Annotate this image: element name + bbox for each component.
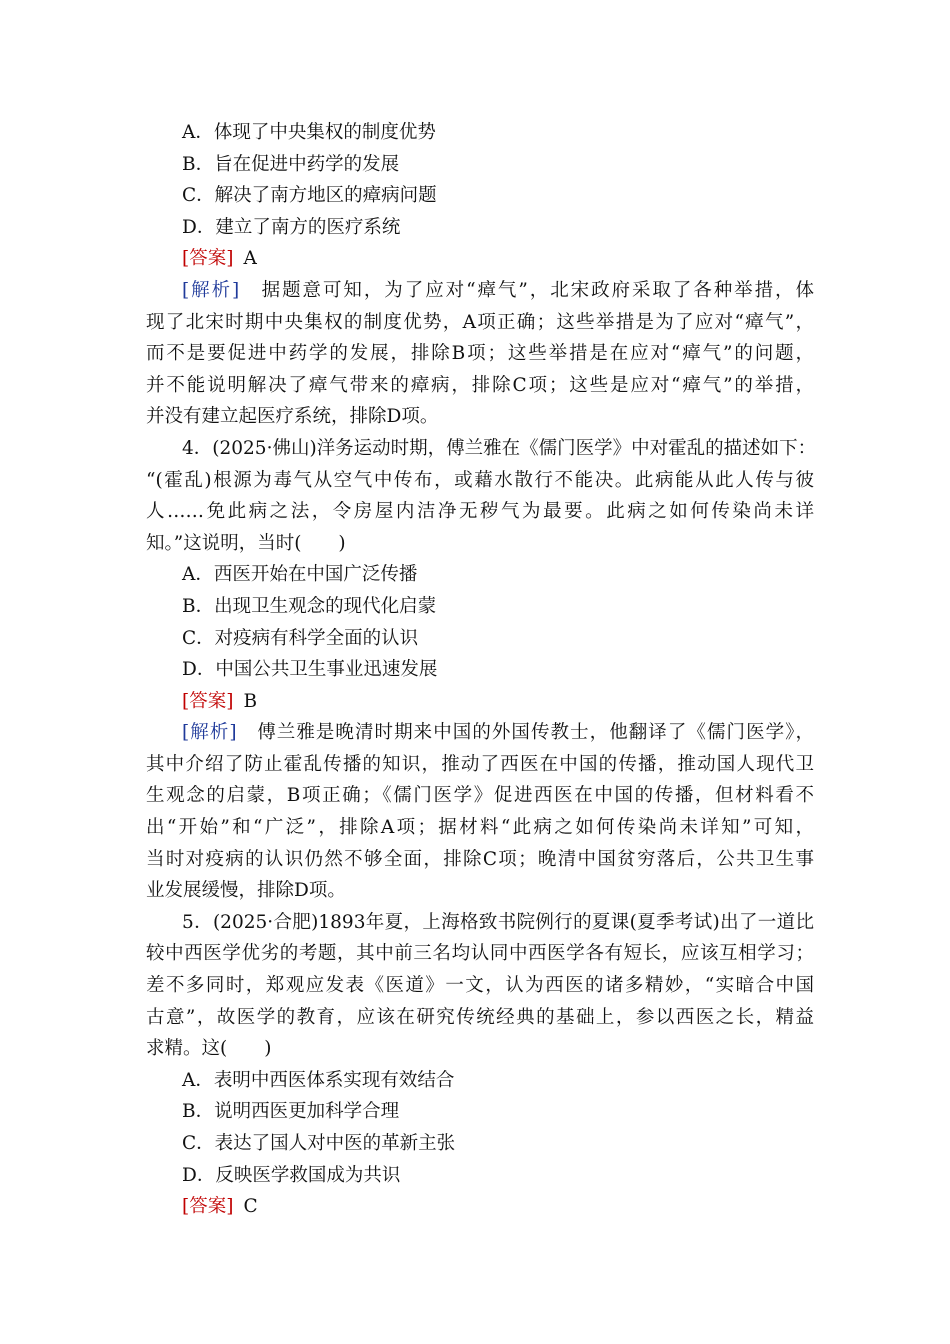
q3-analysis-line-4: 并不能说明解决了瘴气带来的瘴病，排除C项；这些是应对“瘴气”的举措， xyxy=(146,374,814,396)
q4-analysis-text-1: 傅兰雅是晚清时期来中国的外国传教士，他翻译了《儒门医学》， xyxy=(257,722,814,744)
q5-stem-line-1: 5．(2025·合肥)1893年夏，上海格致书院例行的夏课(夏季考试)出了一道比 xyxy=(182,911,814,933)
q3-analysis-line-5: 并没有建立起医疗系统，排除D项。 xyxy=(146,406,439,428)
q3-option-c: C．解决了南方地区的瘴病问题 xyxy=(182,185,437,207)
q4-answer-line xyxy=(146,686,814,718)
q5-answer: C xyxy=(243,1196,258,1218)
q5-stem-line-3: 差不多同时，郑观应发表《医道》一文，认为西医的诸多精妙，“实暗合中国 xyxy=(146,975,814,997)
q3-option-d: D．建立了南方的医疗系统 xyxy=(182,216,401,238)
q3-analysis-text-1: 据题意可知，为了应对“瘴气”，北宋政府采取了各种举措，体 xyxy=(261,279,814,301)
q4-analysis-line-4: 出“开始”和“广泛”，排除A项；据材料“此病之如何传染尚未详知”可知， xyxy=(146,817,814,839)
q5-option-b: B．说明西医更加科学合理 xyxy=(182,1101,400,1123)
q5-stem-line-2: 较中西医学优劣的考题，其中前三名均认同中西医学各有短长，应该互相学习； xyxy=(146,943,814,965)
q3-option-a: A．体现了中央集权的制度优势 xyxy=(182,122,436,143)
q3-analysis-line-3: 而不是要促进中药学的发展，排除B项；这些举措是在应对“瘴气”的问题， xyxy=(146,343,814,365)
q4-answer: B xyxy=(243,690,258,712)
q4-analysis-line-1 xyxy=(146,717,814,749)
q4-analysis-line-5: 当时对疫病的认识仍然不够全面，排除C项；晚清中国贫穷落后，公共卫生事 xyxy=(146,848,814,870)
q3-analysis-line-1 xyxy=(146,275,814,307)
q4-analysis-line-2: 其中介绍了防止霍乱传播的知识，推动了西医在中国的传播，推动国人现代卫 xyxy=(146,753,814,775)
q3-analysis-line-2: 现了北宋时期中央集权的制度优势，A项正确；这些举措是为了应对“瘴气”， xyxy=(146,311,814,333)
q4-option-c: C．对疫病有科学全面的认识 xyxy=(182,627,419,649)
q3-analysis-tag: [解析] xyxy=(182,279,240,301)
q5-answer-tag: [答案] xyxy=(182,1196,234,1218)
q5-option-c: C．表达了国人对中医的革新主张 xyxy=(182,1133,456,1154)
q5-stem-line-4: 古意”，故医学的教育，应该在研究传统经典的基础上，参以西医之长，精益 xyxy=(146,1006,814,1028)
q4-analysis-line-3: 生观念的启蒙，B项正确；《儒门医学》促进西医在中国的传播，但材料看不 xyxy=(146,785,814,807)
q3-answer-tag: [答案] xyxy=(182,248,234,270)
q3-option-b: B．旨在促进中药学的发展 xyxy=(182,153,400,175)
q4-stem-line-2: “(霍乱)根源为毒气从空气中传布，或藉水散行不能决。此病能从此人传与彼 xyxy=(146,469,814,491)
q4-stem-line-4: 知。”这说明，当时( ) xyxy=(146,532,346,554)
q4-analysis-line-6: 业发展缓慢，排除D项。 xyxy=(146,880,346,902)
q3-answer-line xyxy=(146,243,814,275)
q5-answer-line xyxy=(146,1191,814,1223)
q3-answer: A xyxy=(243,248,257,270)
q4-option-b: B．出现卫生观念的现代化启蒙 xyxy=(182,595,437,617)
q5-stem-line-5: 求精。这( ) xyxy=(146,1038,272,1060)
q4-option-d: D．中国公共卫生事业迅速发展 xyxy=(182,659,438,681)
q4-stem-line-3: 人……免此病之法，令房屋内洁净无秽气为最要。此病之如何传染尚未详 xyxy=(146,501,814,523)
q4-analysis-tag: [解析] xyxy=(182,722,237,744)
q4-stem-line-1: 4．(2025·佛山)洋务运动时期，傅兰雅在《儒门医学》中对霍乱的描述如下： xyxy=(182,437,817,459)
page-content xyxy=(146,117,817,1223)
q5-option-a: A．表明中西医体系实现有效结合 xyxy=(182,1069,455,1091)
q4-option-a: A．西医开始在中国广泛传播 xyxy=(182,564,418,586)
q5-option-d: D．反映医学救国成为共识 xyxy=(182,1164,401,1186)
q4-answer-tag: [答案] xyxy=(182,690,234,712)
